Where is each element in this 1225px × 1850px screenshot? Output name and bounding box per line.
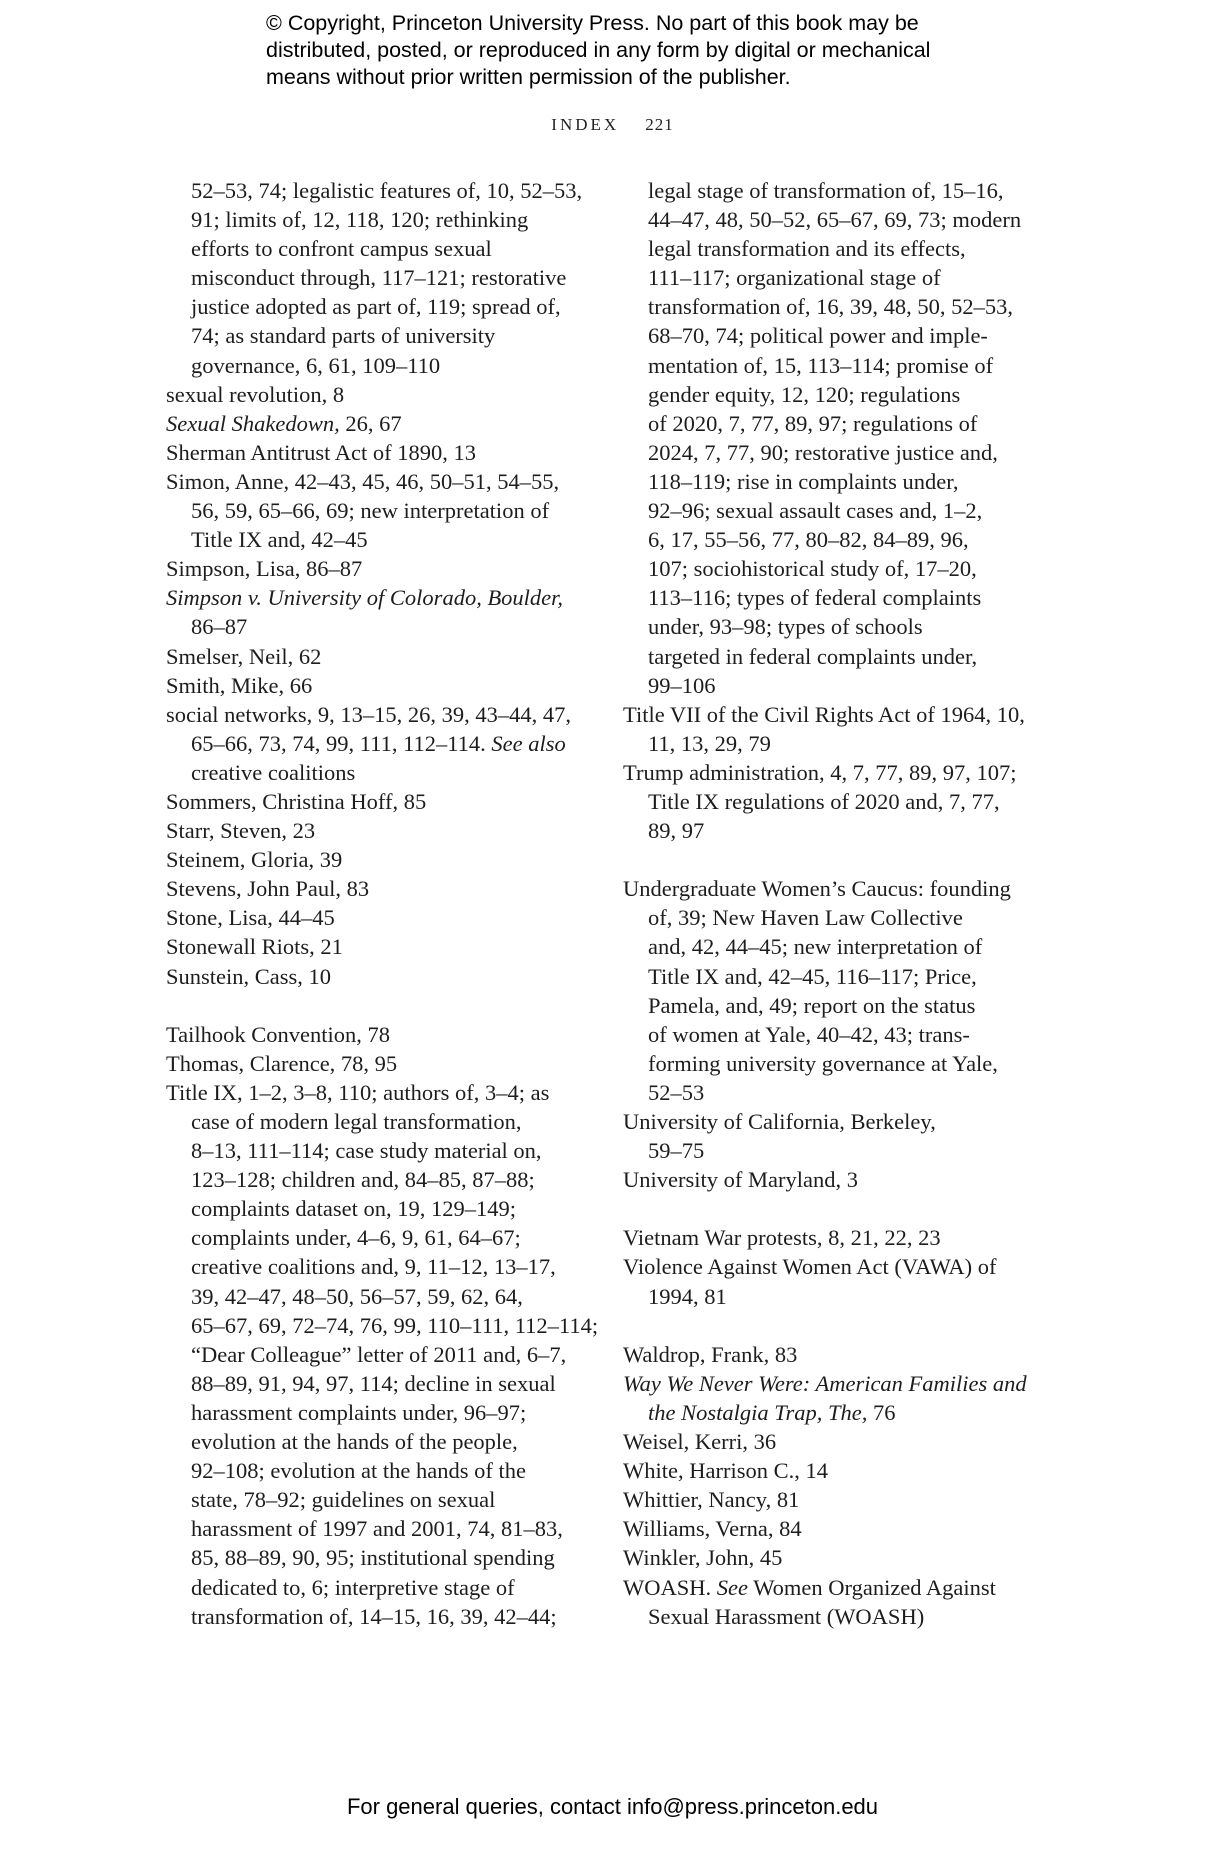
index-entry-line [166,903,606,932]
index-entry-text: 107; sociohistorical study of, 17–20, [648,556,977,582]
index-entry-line [166,292,606,321]
index-entry-text: Williams, Verna, 84 [623,1516,802,1542]
index-entry-line [623,263,1063,292]
index-entry-line [166,1573,606,1602]
index-entry-text: 113–116; types of federal complaints [648,585,982,611]
index-entry-line [166,380,606,409]
index-entry-text: Winkler, John, 45 [623,1545,783,1571]
index-entry-text: 65–67, 69, 72–74, 76, 99, 110–111, 112–114; [191,1312,599,1338]
index-entry-line [623,438,1063,467]
index-entry-text: 59–75 [648,1138,705,1164]
index-entry-line [166,700,606,729]
index-entry-line [166,932,606,961]
index-entry-line [166,321,606,350]
index-entry-line [166,351,606,380]
index-entry-text: 118–119; rise in complaints under, [648,468,959,494]
index-entry-line [623,1369,1063,1398]
index-entry-text: of 2020, 7, 77, 89, 97; regulations of [648,410,978,436]
index-entry-text: 92–96; sexual assault cases and, 1–2, [648,498,983,524]
index-entry-text: Simpson, Lisa, 86–87 [166,556,363,582]
index-entry-line [623,1107,1063,1136]
index-entry-line [623,409,1063,438]
index-entry-text: misconduct through, 117–121; restorative [191,265,567,291]
index-entry-text: 92–108; evolution at the hands of the [191,1458,526,1484]
index-entry-line [166,1165,606,1194]
index-entry-line [623,1485,1063,1514]
index-entry-line [166,787,606,816]
index-entry-text: 86–87 [191,614,248,640]
index-entry-text: 39, 42–47, 48–50, 56–57, 59, 62, 64, [191,1283,523,1309]
index-letter-gap [623,845,1063,874]
index-entry-text: 52–53, 74; legalistic features of, 10, 52–53, [191,178,583,203]
index-entry-line [166,816,606,845]
copyright-line: distributed, posted, or reproduced in any form by digital or mechanical [266,38,931,62]
index-entry-line [623,1020,1063,1049]
index-entry-text: of, 39; New Haven Law Collective [648,905,963,931]
index-entry-text: 111–117; organizational stage of [648,265,941,291]
index-entry-text: governance, 6, 61, 109–110 [191,352,441,378]
index-entry-line [623,816,1063,845]
index-entry-text: Women Organized Against [747,1574,996,1600]
index-entry-text: Weisel, Kerri, 36 [623,1429,777,1455]
index-entry-text: 89, 97 [648,818,705,844]
index-entry-text: sexual revolution, 8 [166,381,345,407]
index-entry-line [623,496,1063,525]
index-entry-line [623,1136,1063,1165]
index-entry-text: Steinem, Gloria, 39 [166,847,343,873]
index-entry-text: White, Harrison C., 14 [623,1458,828,1484]
index-entry-text: state, 78–92; guidelines on sexual [191,1487,496,1513]
index-entry-line [166,234,606,263]
index-entry-line [623,234,1063,263]
index-entry-text: 11, 13, 29, 79 [648,730,771,756]
index-entry-text: Title IX and, 42–45, 116–117; Price, [648,963,977,989]
index-entry-line [166,409,606,438]
index-entry-text: Title IX regulations of 2020 and, 7, 77, [648,788,1000,814]
copyright-notice [266,10,1026,91]
index-entry-line [623,1398,1063,1427]
index-entry-line [166,1311,606,1340]
index-entry-text: University of Maryland, 3 [623,1167,858,1193]
index-entry-text: under, 93–98; types of schools [648,614,923,640]
index-entry-line [166,758,606,787]
index-entry-line [623,1340,1063,1369]
index-entry-text: “Dear Colleague” letter of 2011 and, 6–7, [191,1341,567,1367]
index-column-left [166,176,606,1631]
index-entry-line [166,205,606,234]
index-entry-line [623,176,1063,205]
index-entry-italic: Sexual Shakedown, [166,410,340,436]
index-entry-text: Pamela, and, 49; report on the status [648,992,976,1018]
index-entry-line [166,438,606,467]
index-entry-line [623,1223,1063,1252]
index-entry-line [623,1602,1063,1631]
index-entry-text: Stone, Lisa, 44–45 [166,905,335,931]
index-entry-line [623,554,1063,583]
index-entry-line [166,729,606,758]
index-entry-line [623,1427,1063,1456]
index-entry-line [166,1340,606,1369]
index-entry-text: gender equity, 12, 120; regulations [648,381,961,407]
index-entry-text: Simon, Anne, 42–43, 45, 46, 50–51, 54–55, [166,468,560,494]
index-entry-text: justice adopted as part of, 119; spread of, [191,294,561,320]
index-entry-italic: See [716,1574,748,1600]
index-entry-line [166,1543,606,1572]
index-entry-line [623,991,1063,1020]
index-entry-line [623,758,1063,787]
index-entry-line [166,1020,606,1049]
index-entry-text: legal stage of transformation of, 15–16, [648,178,1004,203]
index-entry-line [623,903,1063,932]
index-entry-line [623,1078,1063,1107]
index-entry-line [623,205,1063,234]
index-entry-line [623,874,1063,903]
index-entry-line [166,671,606,700]
index-entry-text: Title VII of the Civil Rights Act of 1964, 10, [623,701,1025,727]
index-entry-text: evolution at the hands of the people, [191,1429,518,1455]
index-entry-line [623,380,1063,409]
index-entry-text: Sherman Antitrust Act of 1890, 13 [166,439,476,465]
index-entry-text: social networks, 9, 13–15, 26, 39, 43–44, 47, [166,701,571,727]
index-entry-line [166,642,606,671]
index-entry-text: Smith, Mike, 66 [166,672,313,698]
index-entry-text: 74; as standard parts of university [191,323,496,349]
index-entry-text: 65–66, 73, 74, 99, 111, 112–114. [191,730,492,756]
index-entry-text: harassment of 1997 and 2001, 74, 81–83, [191,1516,563,1542]
index-entry-text: WOASH. [623,1574,717,1600]
index-entry-line [623,525,1063,554]
index-entry-line [623,1282,1063,1311]
index-entry-text: and, 42, 44–45; new interpretation of [648,934,983,960]
index-entry-text: 88–89, 91, 94, 97, 114; decline in sexual [191,1370,556,1396]
index-entry-text: efforts to confront campus sexual [191,236,492,262]
index-entry-line [166,612,606,641]
index-entry-text: mentation of, 15, 113–114; promise of [648,352,994,378]
index-entry-text: harassment complaints under, 96–97; [191,1399,527,1425]
running-head [0,115,1225,135]
index-entry-line [166,1485,606,1514]
index-entry-line [623,1165,1063,1194]
index-entry-text: 8–13, 111–114; case study material on, [191,1138,542,1164]
index-entry-text: University of California, Berkeley, [623,1109,936,1134]
index-entry-text: 85, 88–89, 90, 95; institutional spending [191,1545,555,1571]
index-entry-text: Starr, Steven, 23 [166,818,316,844]
index-entry-text: Undergraduate Women’s Caucus: founding [623,876,1011,902]
index-entry-text: 44–47, 48, 50–52, 65–67, 69, 73; modern [648,207,1022,233]
index-entry-text: 6, 17, 55–56, 77, 80–82, 84–89, 96, [648,527,969,553]
index-entry-line [166,525,606,554]
index-entry-text: forming university governance at Yale, [648,1050,998,1076]
index-entry-line [166,1223,606,1252]
copyright-line: means without prior written permission of the publisher. [266,65,791,89]
index-entry-line [166,1456,606,1485]
index-entry-text: 56, 59, 65–66, 69; new interpretation of [191,498,550,524]
index-letter-gap [166,991,606,1020]
index-entry-text: Violence Against Women Act (VAWA) of [623,1254,997,1280]
index-entry-line [623,1049,1063,1078]
index-entry-line [166,1602,606,1631]
index-entry-line [166,176,606,205]
index-entry-line [623,642,1063,671]
index-entry-line [623,583,1063,612]
index-entry-text: Sunstein, Cass, 10 [166,963,332,989]
index-entry-line [623,1456,1063,1485]
index-entry-line [623,292,1063,321]
index-entry-italic: Way We Never Were: American Families and [623,1370,1027,1396]
index-entry-text: complaints dataset on, 19, 129–149; [191,1196,516,1222]
index-entry-text: Title IX, 1–2, 3–8, 110; authors of, 3–4; as [166,1079,550,1105]
index-entry-text: 2024, 7, 77, 90; restorative justice and, [648,439,998,465]
index-entry-line [166,1194,606,1223]
index-entry-text: Sommers, Christina Hoff, 85 [166,788,427,814]
footer-contact: For general queries, contact info@press.princeton.edu [346,1794,879,1819]
index-entry-text: 68–70, 74; political power and imple- [648,323,988,349]
index-entry-text: Waldrop, Frank, 83 [623,1341,798,1367]
index-entry-text: of women at Yale, 40–42, 43; trans- [648,1021,970,1047]
index-entry-italic: the Nostalgia Trap, The, [648,1399,868,1425]
index-entry-line [623,787,1063,816]
index-entry-line [623,1252,1063,1281]
index-entry-text: 76 [867,1399,896,1425]
index-entry-text: 1994, 81 [648,1283,727,1309]
index-entry-text: case of modern legal transformation, [191,1109,522,1134]
index-entry-line [166,1514,606,1543]
index-entry-italic: See also [491,730,566,756]
index-entry-line [623,321,1063,350]
index-entry-line [623,700,1063,729]
index-entry-line [166,962,606,991]
index-entry-line [623,1514,1063,1543]
index-entry-text: targeted in federal complaints under, [648,643,978,669]
index-entry-line [623,467,1063,496]
index-entry-italic: Simpson v. University of Colorado, Boulder, [166,585,564,611]
running-head-label: INDEX [551,115,620,134]
index-entry-line [166,1049,606,1078]
index-entry-line [166,1369,606,1398]
index-entry-line [166,1282,606,1311]
index-entry-text: Vietnam War protests, 8, 21, 22, 23 [623,1225,941,1251]
index-column-right [623,176,1063,1631]
index-letter-gap [623,1311,1063,1340]
index-entry-line [623,351,1063,380]
index-entry-line [166,1078,606,1107]
index-entry-text: 52–53 [648,1079,705,1105]
page-number: 221 [645,115,674,134]
index-entry-line [166,554,606,583]
index-entry-text: complaints under, 4–6, 9, 61, 64–67; [191,1225,521,1251]
index-entry-line [166,583,606,612]
index-entry-text: Trump administration, 4, 7, 77, 89, 97, 107; [623,759,1017,785]
index-entry-line [623,671,1063,700]
index-entry-line [166,1252,606,1281]
index-entry-text: Sexual Harassment (WOASH) [648,1603,925,1629]
index-entry-text: Title IX and, 42–45 [191,527,368,553]
index-entry-line [623,1543,1063,1572]
index-letter-gap [623,1194,1063,1223]
index-entry-text: Tailhook Convention, 78 [166,1021,391,1047]
index-entry-line [166,467,606,496]
index-entry-text: Stevens, John Paul, 83 [166,876,370,902]
index-entry-text: Smelser, Neil, 62 [166,643,322,669]
index-entry-line [166,1398,606,1427]
index-entry-text: Whittier, Nancy, 81 [623,1487,800,1513]
index-entry-text: 91; limits of, 12, 118, 120; rethinking [191,207,529,233]
index-entry-line [623,612,1063,641]
index-entry-text: dedicated to, 6; interpretive stage of [191,1574,515,1600]
index-entry-text: transformation of, 14–15, 16, 39, 42–44; [191,1603,557,1629]
index-entry-line [166,496,606,525]
index-entry-line [623,962,1063,991]
index-entry-line [623,1573,1063,1602]
index-entry-line [166,1136,606,1165]
index-entry-text: 99–106 [648,672,716,698]
index-entry-text: creative coalitions [191,759,356,785]
index-entry-text: Thomas, Clarence, 78, 95 [166,1050,398,1076]
index-entry-text: creative coalitions and, 9, 11–12, 13–17, [191,1254,556,1280]
index-entry-line [623,729,1063,758]
index-entry-text: transformation of, 16, 39, 48, 50, 52–53, [648,294,1013,320]
index-entry-text: 26, 67 [339,410,402,436]
index-entry-line [166,1107,606,1136]
index-entry-line [166,1427,606,1456]
index-entry-text: Stonewall Riots, 21 [166,934,343,960]
index-entry-text: legal transformation and its effects, [648,236,966,262]
index-entry-line [166,845,606,874]
index-entry-line [623,932,1063,961]
copyright-line: © Copyright, Princeton University Press. No part of this book may be [266,11,919,35]
index-entry-text: 123–128; children and, 84–85, 87–88; [191,1167,535,1193]
index-entry-line [166,263,606,292]
index-entry-line [166,874,606,903]
